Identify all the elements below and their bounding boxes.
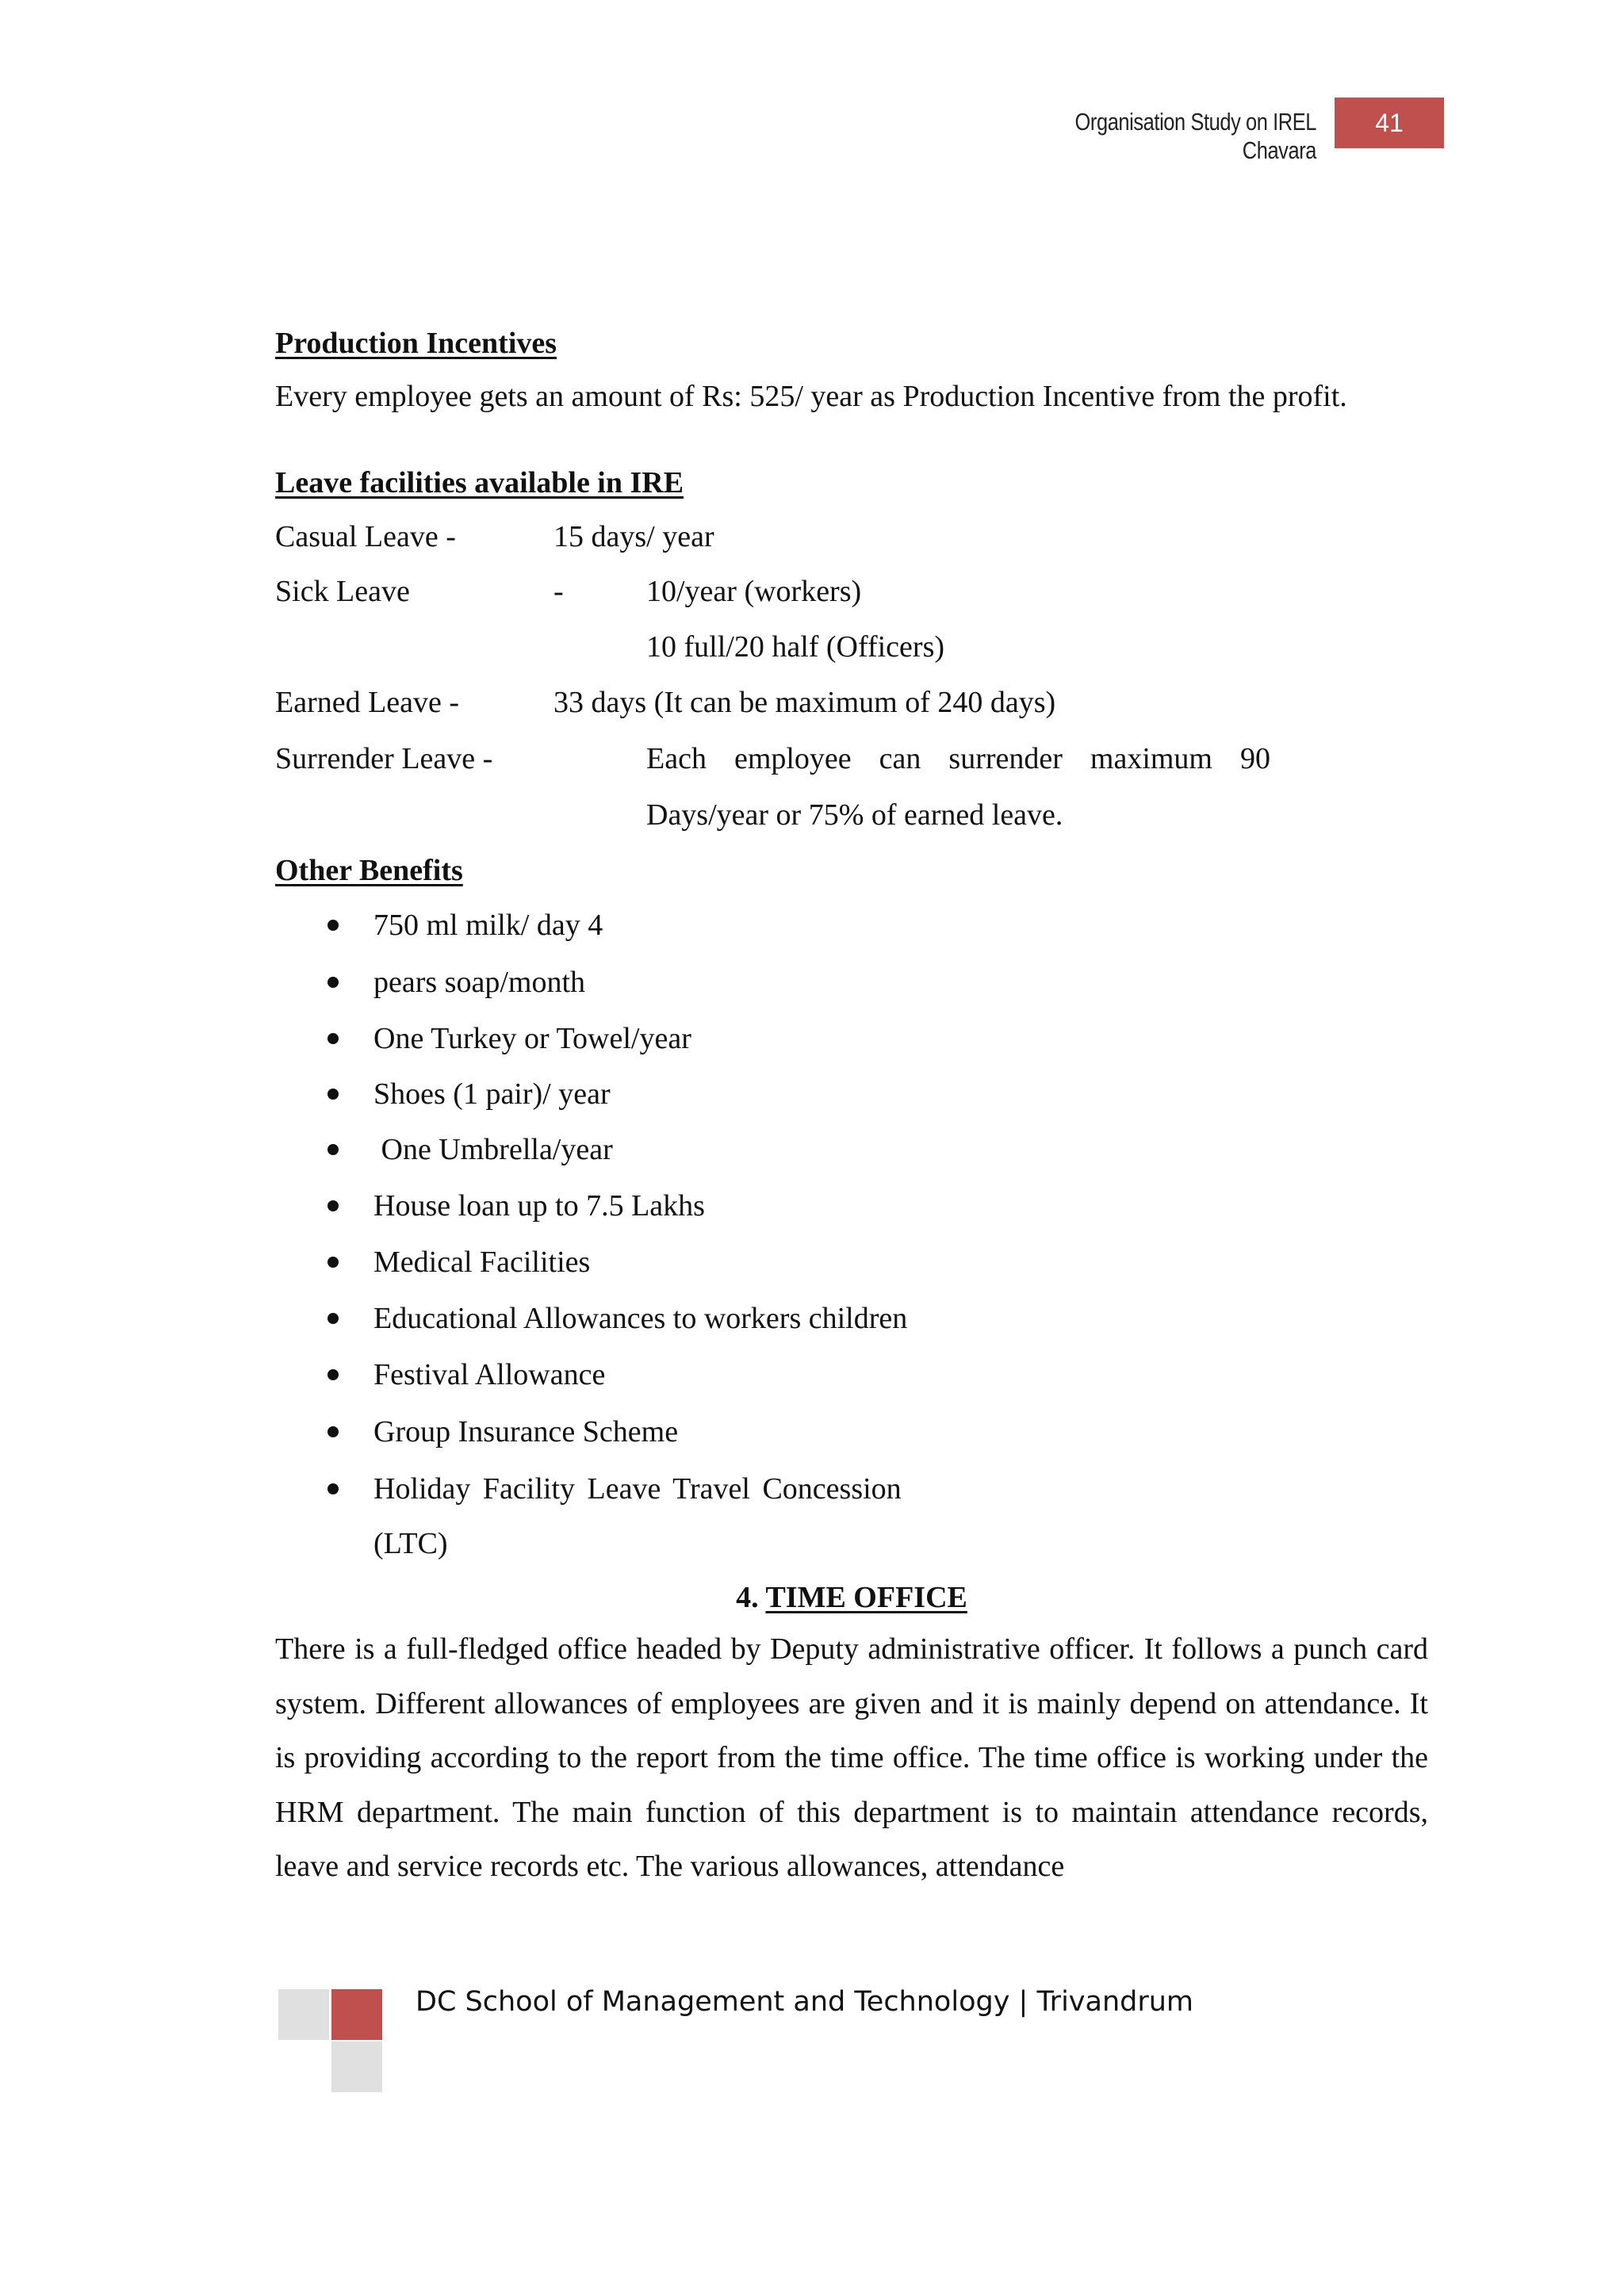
list-item: Group Insurance Scheme (373, 1415, 679, 1448)
footer-square-grey-bottom (331, 2042, 382, 2092)
bullet-icon (327, 1426, 339, 1437)
page-number-badge: 41 (1335, 98, 1444, 148)
surrender-leave-value-line2: Days/year or 75% of earned leave. (646, 798, 1063, 832)
list-item: House loan up to 7.5 Lakhs (373, 1189, 705, 1223)
surrender-word: surrender (948, 742, 1063, 775)
sick-leave-label: Sick Leave (275, 575, 410, 608)
other-benefits-heading: Other Benefits (275, 854, 463, 887)
sick-leave-value-officers: 10 full/20 half (Officers) (646, 630, 945, 664)
list-item: One Umbrella/year (373, 1133, 613, 1166)
production-incentives-heading: Production Incentives (275, 327, 557, 360)
sick-leave-dash: - (553, 575, 564, 608)
bullet-icon (327, 920, 339, 931)
list-item: Holiday Facility Leave Travel Concession (373, 1472, 902, 1506)
surrender-word: employee (733, 742, 852, 775)
surrender-leave-value-line1 (646, 740, 1270, 777)
bullet-icon (327, 977, 339, 988)
list-item-continued: (LTC) (373, 1527, 448, 1560)
list-item: 750 ml milk/ day 4 (373, 909, 603, 942)
section-number: 4. (736, 1581, 759, 1614)
bullet-icon (327, 1257, 339, 1268)
list-item: pears soap/month (373, 966, 586, 999)
list-item: One Turkey or Towel/year (373, 1022, 691, 1055)
surrender-word: maximum (1090, 742, 1212, 775)
time-office-paragraph: There is a full-fledged office headed by Deputy administrative officer. It follows a punch card system. Different allowances of employees are given and it is mainly depend on attendance. It is providing according to the report from the time office. The time office is working under the HRM department. The main function of this department is to maintain attendance records, leave and service records etc. The various allowances, attendance (275, 1632, 1428, 1883)
leave-heading: Leave facilities available in IRE (275, 466, 684, 499)
footer-square-red (331, 1989, 382, 2040)
time-office-title (275, 1580, 1428, 1615)
bullet-icon (327, 1200, 339, 1211)
list-item: Educational Allowances to workers children (373, 1302, 908, 1335)
production-incentives-text: Every employee gets an amount of Rs: 525/ year as Production Incentive from the profit. (275, 380, 1347, 413)
surrender-word: Each (646, 742, 707, 775)
bullet-icon (327, 1369, 339, 1380)
section-title-text: TIME OFFICE (765, 1581, 967, 1614)
surrender-word: can (879, 742, 921, 775)
bullet-icon (327, 1033, 339, 1044)
bullet-icon (327, 1089, 339, 1100)
earned-leave-value: 33 days (It can be maximum of 240 days) (553, 686, 1056, 719)
casual-leave-label: Casual Leave - (275, 520, 456, 553)
footer-square-grey-left (278, 1989, 329, 2040)
bullet-icon (327, 1483, 339, 1494)
surrender-word: 90 (1240, 742, 1270, 775)
list-item: Shoes (1 pair)/ year (373, 1077, 611, 1111)
earned-leave-label: Earned Leave - (275, 686, 460, 719)
footer-text: DC School of Management and Technology | Trivandrum (416, 1986, 1194, 2018)
list-item: Medical Facilities (373, 1246, 591, 1279)
surrender-leave-label: Surrender Leave - (275, 742, 493, 775)
header-title: Organisation Study on IREL Chavara (1074, 108, 1316, 164)
list-item: Festival Allowance (373, 1358, 606, 1391)
sick-leave-value-workers: 10/year (workers) (646, 575, 862, 608)
casual-leave-value: 15 days/ year (553, 520, 714, 553)
bullet-icon (327, 1144, 339, 1155)
bullet-icon (327, 1313, 339, 1324)
